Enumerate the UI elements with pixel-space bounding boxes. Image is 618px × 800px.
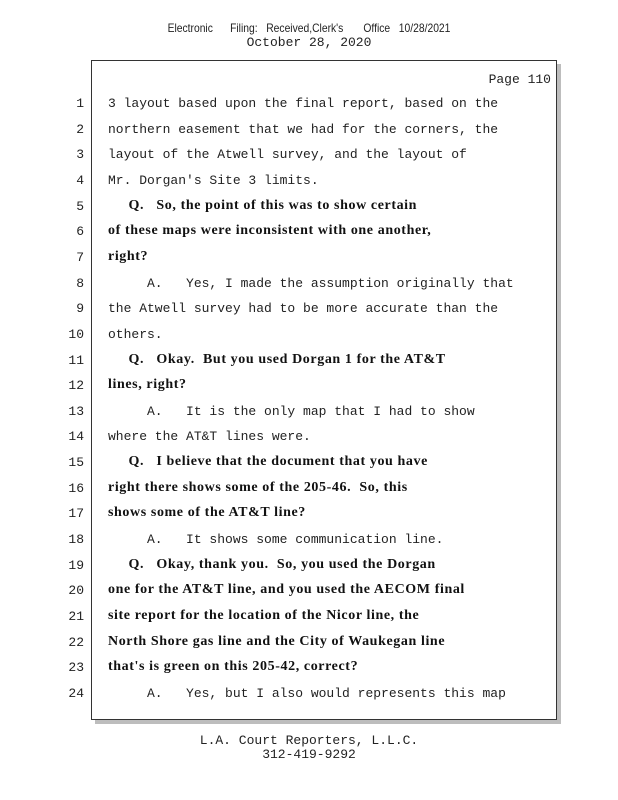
line-number: 1	[76, 96, 84, 111]
question-line: Q. Okay, thank you. So, you used the Dorgan	[108, 557, 436, 572]
line-number: 8	[76, 276, 84, 291]
line-number: 19	[68, 558, 84, 573]
line-number: 15	[68, 455, 84, 470]
line-number: 23	[68, 660, 84, 675]
line-number: 24	[68, 686, 84, 701]
line-number: 2	[76, 122, 84, 137]
answer-line: A. It shows some communication line.	[108, 532, 444, 547]
question-line: North Shore gas line and the City of Waukegan line	[108, 634, 446, 649]
line-number: 16	[68, 481, 84, 496]
answer-line: where the AT&T lines were.	[108, 429, 311, 444]
line-number: 12	[68, 378, 84, 393]
line-number: 14	[68, 429, 84, 444]
reporter-company: L.A. Court Reporters, L.L.C.	[199, 733, 419, 748]
line-number: 17	[68, 506, 84, 521]
line-number: 21	[68, 609, 84, 624]
line-number: 3	[76, 147, 84, 162]
line-number: 5	[76, 199, 84, 214]
answer-line: A. Yes, but I also would represents this map	[108, 686, 506, 701]
transcript-date: October 28, 2020	[246, 35, 372, 50]
line-number: 9	[76, 301, 84, 316]
answer-line: 3 layout based upon the final report, based on the	[108, 96, 499, 111]
page-number: Page 110	[488, 72, 551, 87]
answer-line: the Atwell survey had to be more accurate than the	[108, 301, 499, 316]
question-line: right there shows some of the 205-46. So, this	[108, 480, 408, 495]
filing-stamp: Electronic Filing: Received,Clerk's Office 10/28/2021	[167, 21, 451, 35]
question-line: of these maps were inconsistent with one another,	[108, 223, 432, 238]
question-line: site report for the location of the Nicor line, the	[108, 608, 420, 623]
line-number: 11	[68, 353, 84, 368]
answer-line: A. It is the only map that I had to show	[108, 404, 475, 419]
line-number: 7	[76, 250, 84, 265]
answer-line: layout of the Atwell survey, and the layout of	[108, 147, 467, 162]
question-line: that's is green on this 205-42, correct?	[108, 659, 359, 674]
question-line: shows some of the AT&T line?	[108, 505, 306, 520]
line-number: 20	[68, 583, 84, 598]
answer-line: others.	[108, 327, 163, 342]
line-number: 6	[76, 224, 84, 239]
line-number: 13	[68, 404, 84, 419]
answer-line: A. Yes, I made the assumption originally that	[108, 276, 514, 291]
line-number: 4	[76, 173, 84, 188]
reporter-phone: 312-419-9292	[262, 747, 356, 762]
question-line: Q. I believe that the document that you have	[108, 454, 428, 469]
question-line: lines, right?	[108, 377, 187, 392]
question-line: right?	[108, 249, 149, 264]
question-line: one for the AT&T line, and you used the AECOM final	[108, 582, 465, 597]
question-line: Q. So, the point of this was to show certain	[108, 198, 418, 213]
answer-line: northern easement that we had for the corners, the	[108, 122, 499, 137]
question-line: Q. Okay. But you used Dorgan 1 for the AT&T	[108, 352, 446, 367]
answer-line: Mr. Dorgan's Site 3 limits.	[108, 173, 319, 188]
line-number: 18	[68, 532, 84, 547]
line-number: 10	[68, 327, 84, 342]
line-number: 22	[68, 635, 84, 650]
